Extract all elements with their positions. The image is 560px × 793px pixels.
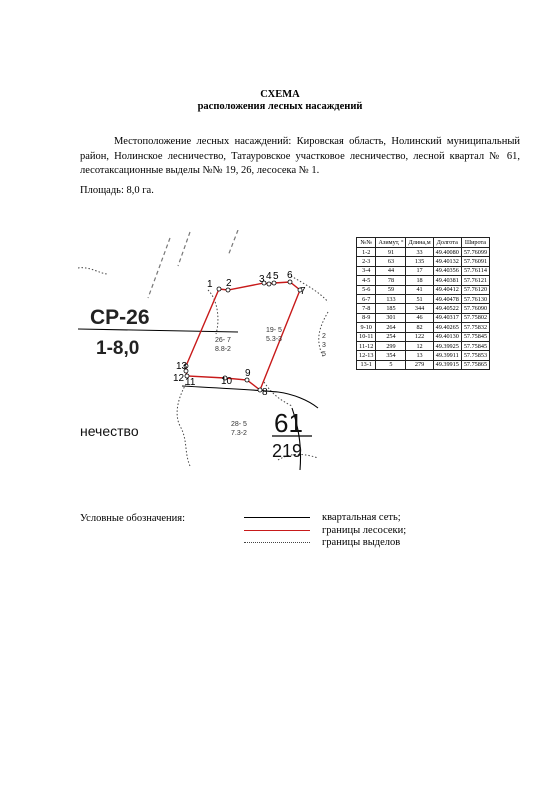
block-sub-label: 1-8,0 [96, 338, 140, 359]
table-cell: 279 [406, 360, 433, 369]
table-row [357, 351, 490, 360]
table-cell: 301 [376, 313, 406, 322]
table-cell: 63 [376, 257, 406, 266]
table-cell: 49.40317 [433, 313, 461, 322]
legend-item-quarter-network [244, 511, 444, 524]
quarter-line [78, 329, 238, 332]
stand-label: 8.8-2 [215, 346, 231, 353]
coordinates-table [356, 237, 490, 370]
table-cell: 12-13 [357, 351, 376, 360]
table-row [357, 276, 490, 285]
table-cell: 2-3 [357, 257, 376, 266]
table-cell: 18 [406, 276, 433, 285]
table-cell: 49.39911 [433, 351, 461, 360]
vertex-label: 2 [226, 278, 232, 289]
table-row [357, 341, 490, 350]
table-cell: 354 [376, 351, 406, 360]
stand-label: 2 [322, 333, 326, 340]
vertex-label: 7 [300, 286, 306, 297]
table-row [357, 257, 490, 266]
table-cell: 82 [406, 323, 433, 332]
block-label: СР-26 [90, 306, 150, 329]
vertex-markers [184, 280, 302, 392]
table-cell: 57.75832 [461, 323, 489, 332]
dashed-line [228, 230, 238, 256]
table-cell: 3-4 [357, 266, 376, 275]
quarter-number: 61 [274, 408, 303, 438]
legend-title: Условные обозначения: [80, 513, 186, 524]
table-cell: 49.40130 [433, 332, 461, 341]
table-cell: 49.39925 [433, 341, 461, 350]
table-cell: 49.40381 [433, 276, 461, 285]
vertex-label: 11 [185, 377, 196, 388]
table-cell: 264 [376, 323, 406, 332]
table-cell: 57.75845 [461, 332, 489, 341]
stand-label: 7.3-2 [231, 430, 247, 437]
stand-label: 19- 5 [266, 327, 282, 334]
table-cell: 49.40265 [433, 323, 461, 332]
document-subtitle: расположения лесных насаждений [197, 101, 363, 112]
table-cell: 49.40478 [433, 294, 461, 303]
table-cell: 185 [376, 304, 406, 313]
table-cell: 78 [376, 276, 406, 285]
column-header: Широта [461, 238, 489, 248]
table-cell: 46 [406, 313, 433, 322]
table-cell: 49.39915 [433, 360, 461, 369]
table-cell: 11-12 [357, 341, 376, 350]
legend-sample-solid-black [244, 517, 310, 518]
area-text: Площадь: 8,0 га. [80, 185, 154, 196]
table-cell: 57.75802 [461, 313, 489, 322]
table-cell: 57.76091 [461, 257, 489, 266]
dashed-line [178, 232, 190, 266]
table-cell: 57.76120 [461, 285, 489, 294]
stand-boundary [78, 268, 108, 274]
legend-sample-solid-red [244, 530, 310, 531]
legend-item-stand-boundary [244, 536, 444, 549]
table-row [357, 266, 490, 275]
table-cell: 49.40080 [433, 248, 461, 257]
table-cell: 254 [376, 332, 406, 341]
vertex-label: 5 [273, 271, 279, 282]
table-row [357, 285, 490, 294]
quarter-area: 219 [272, 441, 303, 461]
legend-sample-dotted [244, 542, 310, 543]
table-cell: 59 [376, 285, 406, 294]
table-row [357, 304, 490, 313]
location-description: Местоположение лесных насаждений: Кировская область, Нолинский муниципальный район, Нолинское лесничество, Татауровское участковое лесничество, лесной квартал № 61, лесотаксационные выделы №№ 19, 26, лесосека № 1. [80, 136, 520, 176]
table-body [357, 248, 490, 370]
table-row [357, 294, 490, 303]
table-cell: 1-2 [357, 248, 376, 257]
table-header-row [357, 238, 490, 248]
table-row [357, 248, 490, 257]
table-cell: 6-7 [357, 294, 376, 303]
legend-label: квартальная сеть; [322, 512, 401, 523]
document-title: СХЕМА [260, 89, 300, 100]
table-cell: 9-10 [357, 323, 376, 332]
vertex-label: 8 [262, 387, 268, 398]
table-cell: 344 [406, 304, 433, 313]
stand-boundary [177, 384, 190, 466]
stand-boundary [288, 274, 328, 302]
stand-label: 5 [322, 351, 326, 358]
table-cell: 33 [406, 248, 433, 257]
table-cell: 13-1 [357, 360, 376, 369]
column-header: №№ [357, 238, 376, 248]
table-cell: 10-11 [357, 332, 376, 341]
table-cell: 5-6 [357, 285, 376, 294]
table-cell: 12 [406, 341, 433, 350]
vertex-label: 4 [266, 271, 272, 282]
table-cell: 49.40522 [433, 304, 461, 313]
table-cell: 122 [406, 332, 433, 341]
table-cell: 135 [406, 257, 433, 266]
table-cell: 57.76090 [461, 304, 489, 313]
dashed-line [148, 238, 170, 298]
vertex-label: 6 [287, 270, 293, 281]
table-cell: 7-8 [357, 304, 376, 313]
table-cell: 91 [376, 248, 406, 257]
table-cell: 57.75845 [461, 341, 489, 350]
vertex-label: 3 [259, 274, 265, 285]
table-row [357, 313, 490, 322]
legend-label: границы выделов [322, 537, 401, 548]
table-cell: 41 [406, 285, 433, 294]
legend-label: границы лесосеки; [322, 525, 407, 536]
quarter-line [182, 386, 318, 408]
table-cell: 17 [406, 266, 433, 275]
forestry-name-fragment: нечество [80, 423, 139, 439]
table-cell: 299 [376, 341, 406, 350]
map-svg [78, 230, 350, 470]
table-row [357, 332, 490, 341]
column-header: Долгота [433, 238, 461, 248]
cutting-area-boundary [186, 282, 300, 390]
table-cell: 57.76121 [461, 276, 489, 285]
table-cell: 44 [376, 266, 406, 275]
table-cell: 51 [406, 294, 433, 303]
vertex-label: 12 [173, 373, 185, 384]
stand-label: 26- 7 [215, 337, 231, 344]
stand-label: 28- 5 [231, 421, 247, 428]
table-cell: 57.75853 [461, 351, 489, 360]
table-cell: 57.75865 [461, 360, 489, 369]
column-header: Длина,м [406, 238, 433, 248]
stand-label: 5.3-3 [266, 336, 282, 343]
stand-label: 3 [322, 342, 326, 349]
table-row [357, 360, 490, 369]
table-cell: 49.40356 [433, 266, 461, 275]
vertex-label: 10 [221, 376, 233, 387]
table-cell: 57.76130 [461, 294, 489, 303]
table-cell: 49.40412 [433, 285, 461, 294]
forest-map [78, 230, 350, 470]
table-row [357, 323, 490, 332]
table-cell: 133 [376, 294, 406, 303]
table-cell: 13 [406, 351, 433, 360]
table-cell: 57.76114 [461, 266, 489, 275]
column-header: Азимут, ° [376, 238, 406, 248]
table-cell: 8-9 [357, 313, 376, 322]
table-cell: 5 [376, 360, 406, 369]
table-cell: 49.40132 [433, 257, 461, 266]
vertex-label: 9 [245, 368, 251, 379]
vertex-label: 13 [176, 361, 188, 372]
vertex-label: 1 [207, 279, 213, 290]
table-cell: 4-5 [357, 276, 376, 285]
table-cell: 57.76099 [461, 248, 489, 257]
